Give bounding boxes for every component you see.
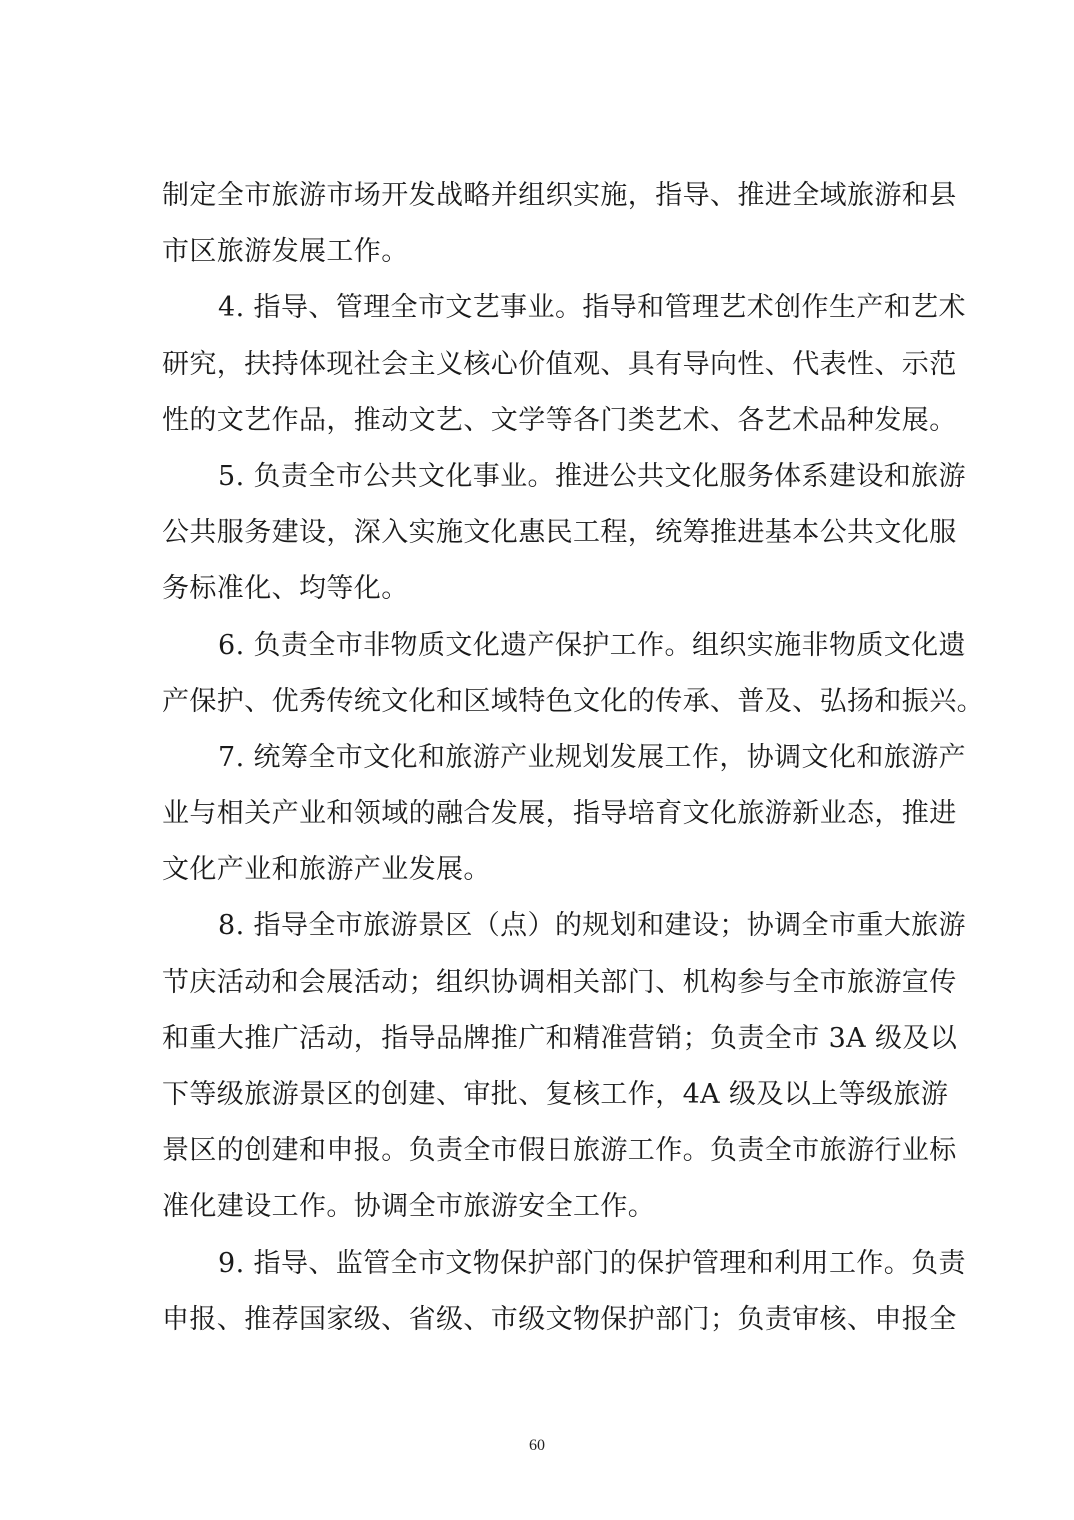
text-line: 准化建设工作。协调全市旅游安全工作。 <box>162 1191 656 1223</box>
item-5-line: 5. 负责全市公共文化事业。推进公共文化服务体系建设和旅游 <box>218 460 966 492</box>
page-number: 60 <box>529 1437 545 1454</box>
text-line: 务标准化、均等化。 <box>162 573 409 605</box>
text-line: 制定全市旅游市场开发战略并组织实施，指导、推进全域旅游和县 <box>162 180 957 211</box>
item-9-line: 9. 指导、监管全市文物保护部门的保护管理和利用工作。负责 <box>218 1247 966 1279</box>
text-line: 性的文艺作品，推动文艺、文学等各门类艺术、各艺术品种发展。 <box>162 404 957 436</box>
text-line: 文化产业和旅游产业发展。 <box>162 854 491 886</box>
item-4-line: 4. 指导、管理全市文艺事业。指导和管理艺术创作生产和艺术 <box>218 292 966 324</box>
text-line: 研究，扶持体现社会主义核心价值观、具有导向性、代表性、示范 <box>162 348 957 380</box>
text-line: 节庆活动和会展活动；组织协调相关部门、机构参与全市旅游宣传 <box>162 966 957 998</box>
text-line: 景区的创建和申报。负责全市假日旅游工作。负责全市旅游行业标 <box>162 1135 957 1167</box>
item-8-line: 8. 指导全市旅游景区（点）的规划和建设；协调全市重大旅游 <box>218 910 966 942</box>
text-line: 公共服务建设，深入实施文化惠民工程，统筹推进基本公共文化服 <box>162 517 957 549</box>
text-line: 下等级旅游景区的创建、审批、复核工作，4A 级及以上等级旅游 <box>162 1079 949 1110</box>
item-6-line: 6. 负责全市非物质文化遗产保护工作。组织实施非物质文化遗 <box>218 629 966 661</box>
text-line: 产保护、优秀传统文化和区域特色文化的传承、普及、弘扬和振兴。 <box>162 685 984 717</box>
item-7-line: 7. 统筹全市文化和旅游产业规划发展工作，协调文化和旅游产 <box>218 741 966 773</box>
text-line: 申报、推荐国家级、省级、市级文物保护部门；负责审核、申报全 <box>162 1303 957 1335</box>
text-line: 业与相关产业和领域的融合发展，指导培育文化旅游新业态，推进 <box>162 798 957 830</box>
text-line: 和重大推广活动，指导品牌推广和精准营销；负责全市 3A 级及以 <box>162 1022 958 1054</box>
body-text <box>162 168 984 1348</box>
text-line: 市区旅游发展工作。 <box>162 236 409 268</box>
